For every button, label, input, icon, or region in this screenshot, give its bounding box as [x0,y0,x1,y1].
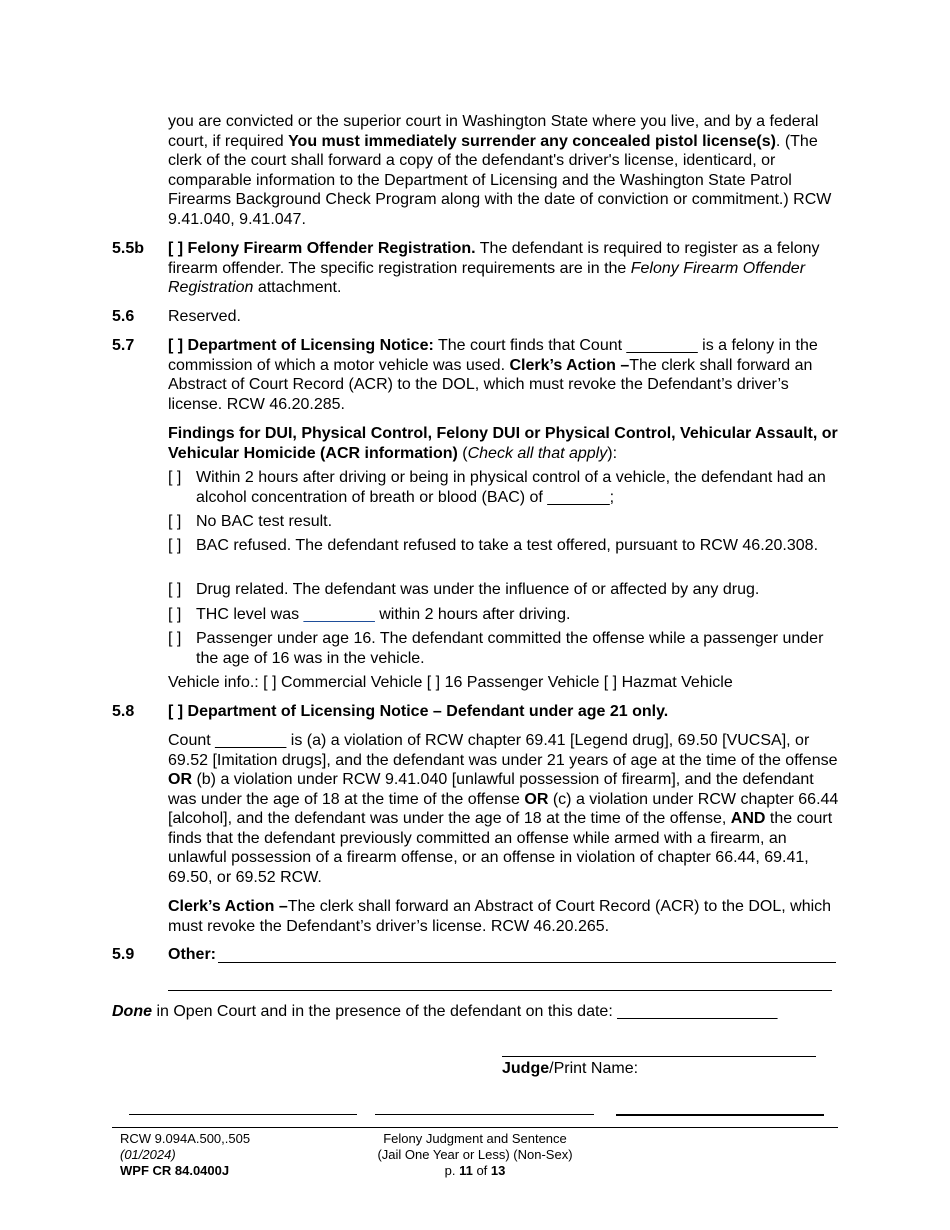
page-prefix: p. [444,1163,460,1178]
footer-divider [112,1127,838,1128]
judge-word: Judge [502,1060,550,1077]
page-of: of [472,1163,491,1178]
and-keyword: AND [730,810,766,827]
checkbox-icon[interactable]: [ ] [168,606,182,623]
footer-left [120,1131,250,1179]
date-line-text[interactable]: in Open Court and in the presence of the defendant on this date: __________________ [152,1003,778,1020]
footer-page-number [340,1163,610,1179]
checkbox-item-drug[interactable] [168,580,840,600]
section-text: the court finds that the defendant previously committed an offense while armed with a firearm, an unlawful possession of a firearm offense, or an offense in violation of chapter 66.44, 69.41, 69.50, or 69.52 RCW. [168,810,833,886]
checkbox-icon[interactable]: [ ] [168,513,182,530]
other-input-line-2[interactable] [168,990,832,991]
section-5-8-paragraph [168,731,840,887]
findings-title: Findings for DUI, Physical Control, Felony DUI or Physical Control, Vehicular Assault, or Vehicular Homicide (ACR information) [168,425,838,462]
page-current: 11 [459,1163,473,1178]
firearm-surrender-paragraph [168,112,840,229]
paren: ( [457,444,468,462]
footer-center [340,1131,610,1179]
judge-print-name-label [502,1059,638,1079]
section-text: attachment. [253,279,342,296]
checkbox-label: Drug related. The defendant was under the influence of or affected by any drug. [196,581,760,598]
section-title: [ ] Department of Licensing Notice: [168,337,434,354]
clerk-action-label: Clerk’s Action – [168,898,288,915]
dui-findings-heading [168,424,840,463]
done-word: Done [112,1003,152,1020]
checkbox-item-no-bac[interactable] [168,512,840,532]
other-input-line-1[interactable] [218,962,836,963]
section-title: [ ] Felony Firearm Offender Registration. [168,240,476,257]
checkbox-item-passenger[interactable] [168,629,840,668]
done-in-open-court-line [112,1002,777,1022]
section-number-5-5b: 5.5b [112,240,145,257]
checkbox-label: No BAC test result. [196,513,333,530]
surrender-pistol-license-text: You must immediately surrender any concealed pistol license(s) [288,132,776,150]
check-all-instruction: Check all that apply [467,444,608,462]
judge-signature-line[interactable] [502,1056,816,1057]
section-number-5-7: 5.7 [112,337,135,354]
thc-text: THC level was [196,606,304,623]
section-5-7 [168,336,840,414]
section-text: Count ________ is (a) a violation of RCW chapter 69.41 [Legend drug], 69.50 [VUCSA], or 69.52 [Imitation drugs], and the defendant was under 21 years of age at the time of the offense [168,732,838,769]
clerk-action-label: Clerk’s Action – [509,356,630,374]
section-number-5-8: 5.8 [112,703,135,720]
section-5-6: Reserved. [168,308,241,325]
footer-form-number: WPF CR 84.0400J [120,1163,230,1178]
checkbox-item-bac[interactable] [168,468,840,507]
checkbox-label [196,605,840,625]
section-text: The clerk shall forward an Abstract of Court Record (ACR) to the DOL, which must revoke the Defendant’s driver’s license. RCW 46.20.285. [168,356,813,413]
vehicle-info-line[interactable]: Vehicle info.: [ ] Commercial Vehicle [ ] 16 Passenger Vehicle [ ] Hazmat Vehicle [168,674,733,691]
signature-line-2[interactable] [375,1114,594,1115]
checkbox-icon[interactable]: [ ] [168,581,182,598]
section-5-5b [168,239,840,298]
checkbox-icon[interactable]: [ ] [168,469,182,486]
section-text: The defendant is required to register as a felony firearm offender. The specific registration requirements are in the [168,240,820,277]
signature-line-1[interactable] [129,1114,357,1115]
footer-title: Felony Judgment and Sentence [383,1131,567,1146]
thc-level-blank[interactable]: ________ [303,606,375,623]
paragraph-text: you are convicted or the superior court in Washington State where you live, and by a federal court, if required [168,113,819,150]
footer-date: (01/2024) [120,1147,176,1162]
checkbox-icon[interactable]: [ ] [168,630,182,647]
footer-subtitle: (Jail One Year or Less) (Non-Sex) [377,1147,573,1162]
attachment-name: Felony Firearm Offender Registration [168,259,806,296]
section-text: (c) a violation under RCW chapter 66.44 [alcohol], and the defendant was under the age of 18 at the time of the offense, [168,790,839,827]
section-text: The court finds that Count ________ is a felony in the commission of which a motor vehicle was used. [168,337,818,374]
section-number-5-6: 5.6 [112,308,135,325]
or-keyword: OR [168,771,192,788]
checkbox-label: Within 2 hours after driving or being in physical control of a vehicle, the defendant had an alcohol concentration of breath or blood (BAC) of _______; [196,469,826,506]
checkbox-label: Passenger under age 16. The defendant committed the offense while a passenger under the age of 16 was in the vehicle. [196,630,824,667]
section-number-5-9: 5.9 [112,946,135,963]
or-keyword: OR [524,790,549,808]
checkbox-item-bac-refused[interactable] [168,536,840,556]
checkbox-label: BAC refused. The defendant refused to take a test offered, pursuant to RCW 46.20.308. [196,537,819,554]
footer-rcw: RCW 9.094A.500,.505 [120,1131,251,1146]
print-name-text: /Print Name: [549,1060,639,1077]
section-5-8-title: [ ] Department of Licensing Notice – Defendant under age 21 only. [168,703,669,720]
page-total: 13 [490,1163,506,1178]
paragraph-text: . (The clerk of the court shall forward a copy of the defendant's driver's license, identicard, or comparable information to the Department of Licensing and the Washington State Patrol Firearms Background Check Program along with the date of conviction or commitment.) RCW 9.41.040, 9.41.047. [168,132,832,228]
section-text: The clerk shall forward an Abstract of Court Record (ACR) to the DOL, which must revoke the Defendant’s driver’s license. RCW 46.20.265. [168,898,832,935]
checkbox-icon[interactable]: [ ] [168,537,182,554]
other-label: Other: [168,946,216,963]
signature-line-3[interactable] [616,1114,824,1116]
thc-text: within 2 hours after driving. [374,606,571,623]
checkbox-item-thc[interactable] [168,605,840,625]
section-text: (b) a violation under RCW 9.41.040 [unlawful possession of firearm], and the defendant was under the age of 18 at the time of the offense [168,771,814,808]
section-5-8-clerk-action [168,897,840,936]
paren: ): [607,444,618,462]
